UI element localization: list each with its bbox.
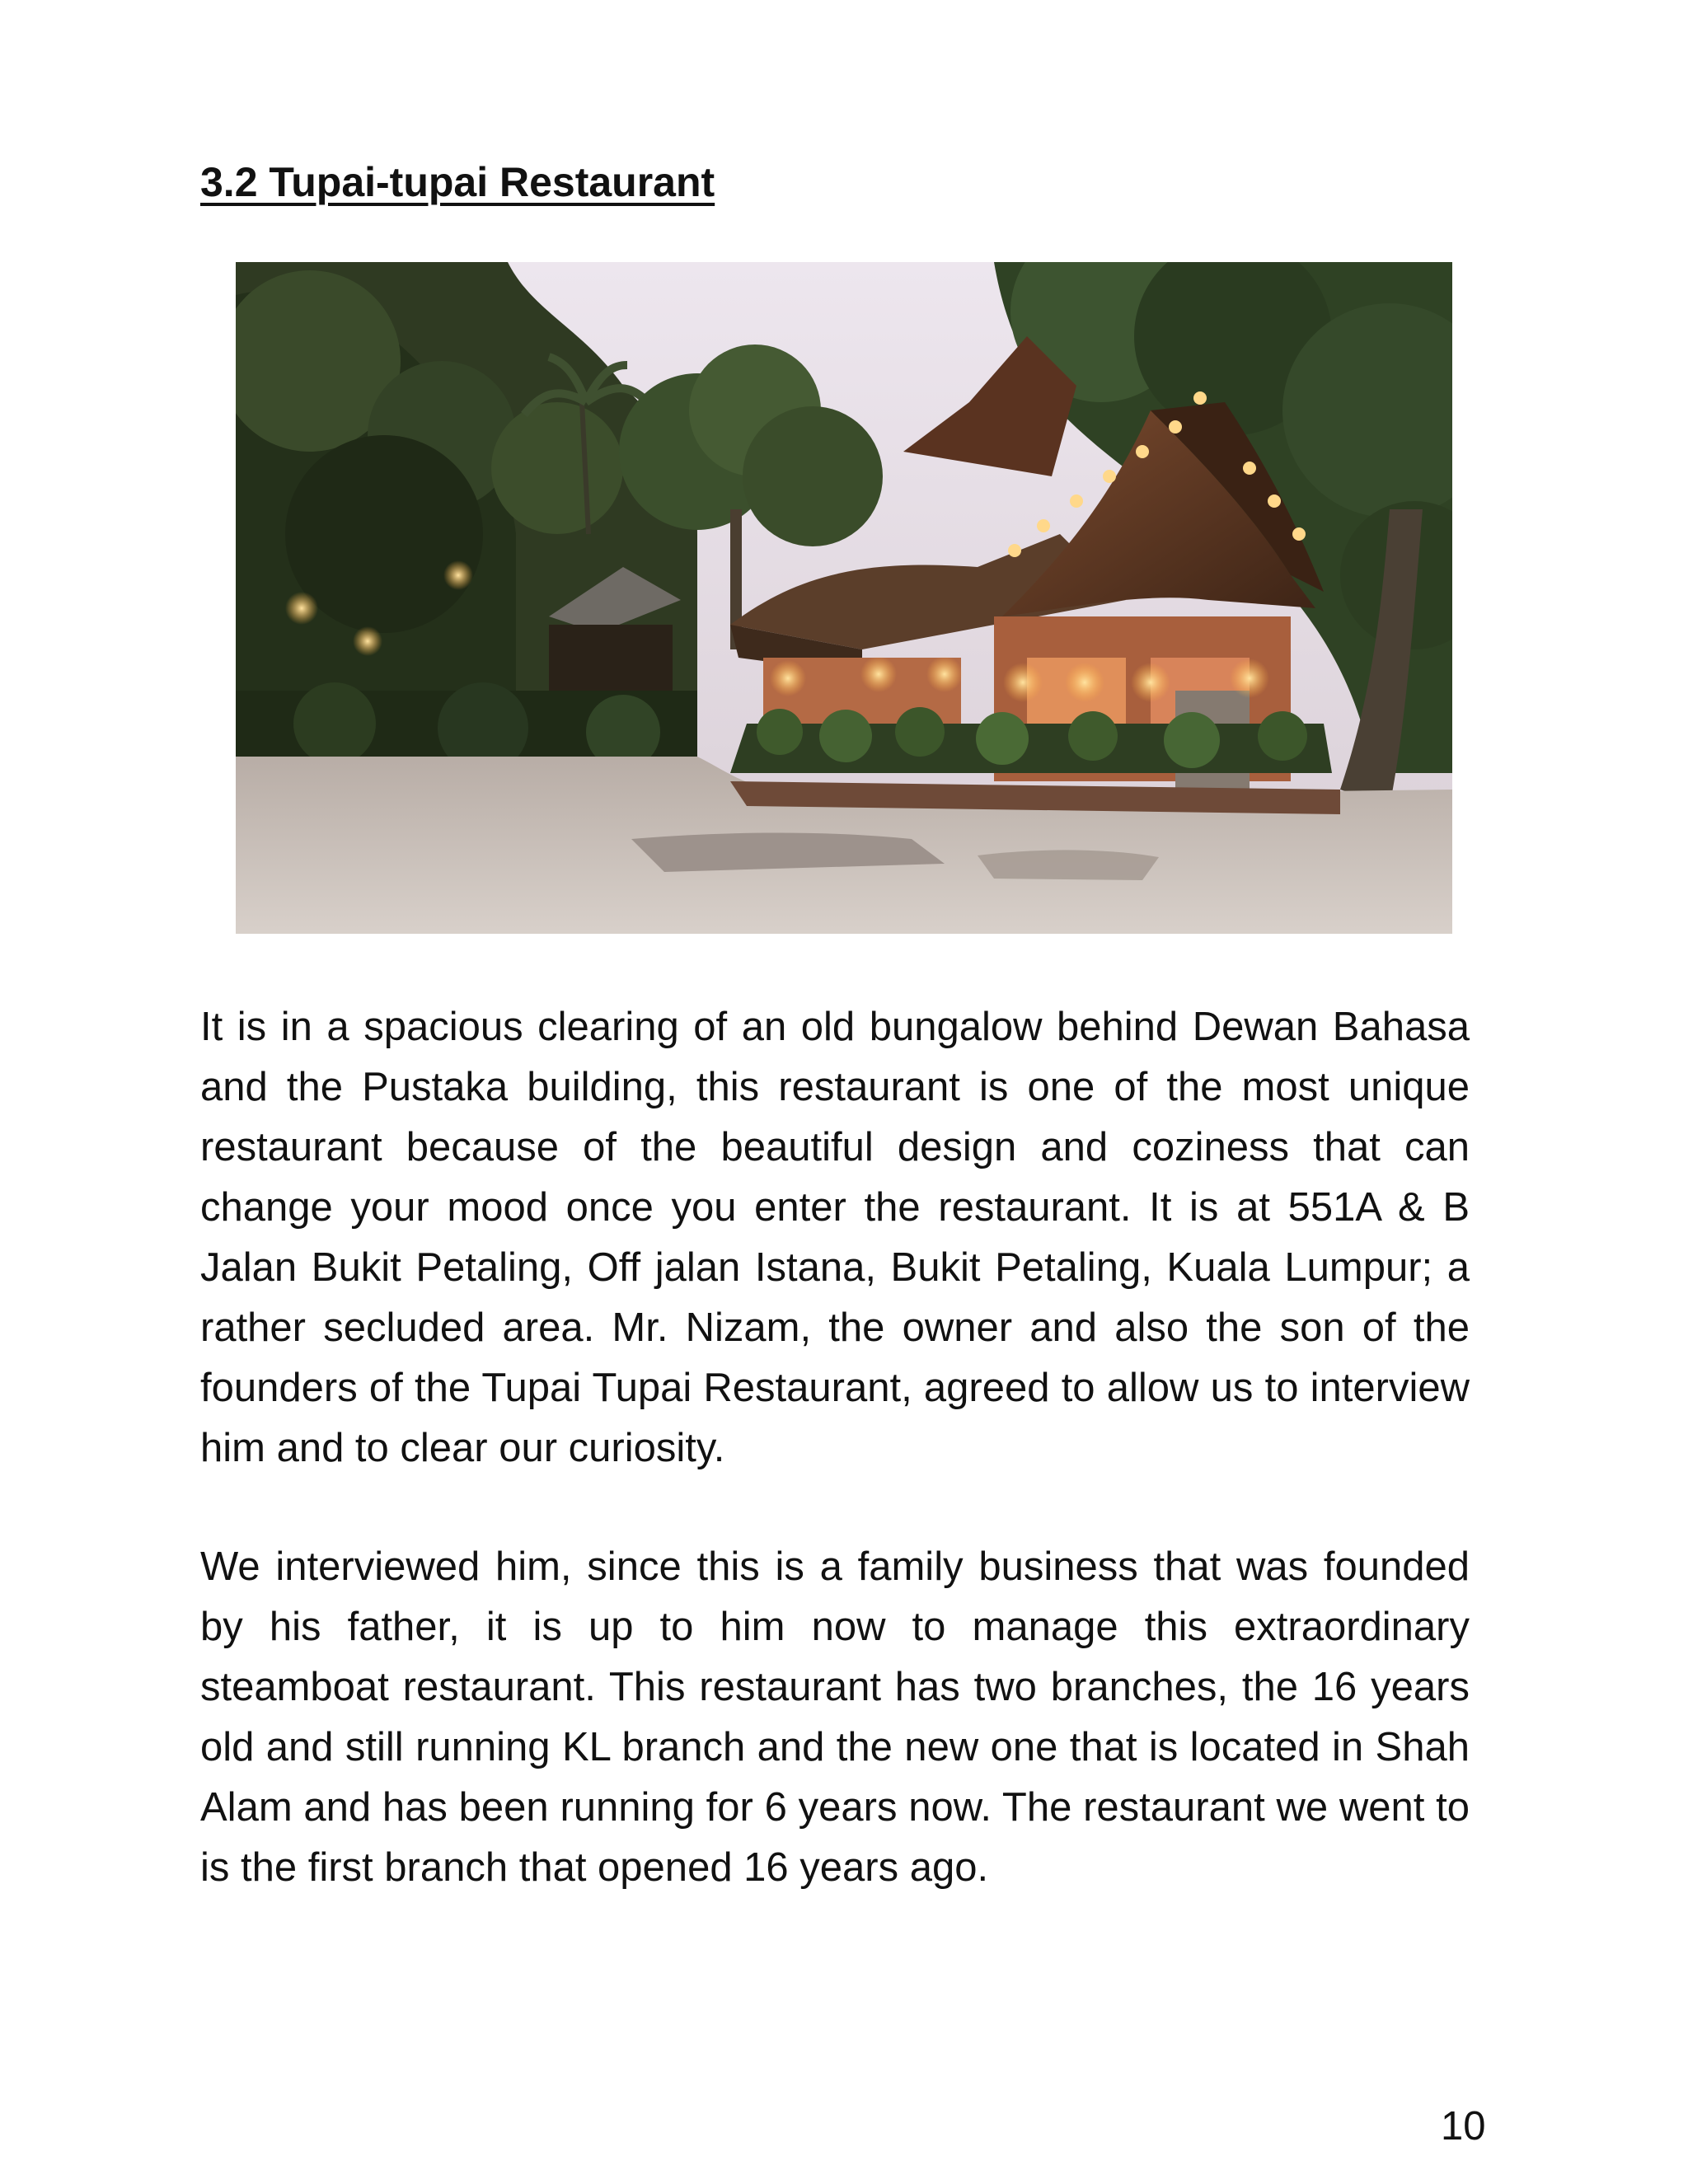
- section-heading: 3.2 Tupai-tupai Restaurant: [200, 159, 715, 205]
- restaurant-exterior-photo: [236, 262, 1452, 934]
- paragraph-location: It is in a spacious clearing of an old bungalow behind Dewan Bahasa and the Pustaka building, this restaurant is one of the most unique restaurant because of the beautiful design and coziness that can change your mood once you enter the restaurant. It is at 551A & B Jalan Bukit Petaling, Off jalan Istana, Bukit Petaling, Kuala Lumpur; a rather secluded area. Mr. Nizam, the owner and also the son of the founders of the Tupai Tupai Restaurant, agreed to allow us to interview him and to clear our curiosity.: [200, 1005, 1470, 1470]
- paragraph-interview: We interviewed him, since this is a family business that was founded by his father, it is up to him now to manage this extraordinary steamboat restaurant. This restaurant has two branches, the 16 years old and still running KL branch and the new one that is located in Shah Alam and has been running for 6 years now. The restaurant we went to is the first branch that opened 16 years ago.: [200, 1544, 1470, 1890]
- page-number: 10: [1441, 2104, 1486, 2149]
